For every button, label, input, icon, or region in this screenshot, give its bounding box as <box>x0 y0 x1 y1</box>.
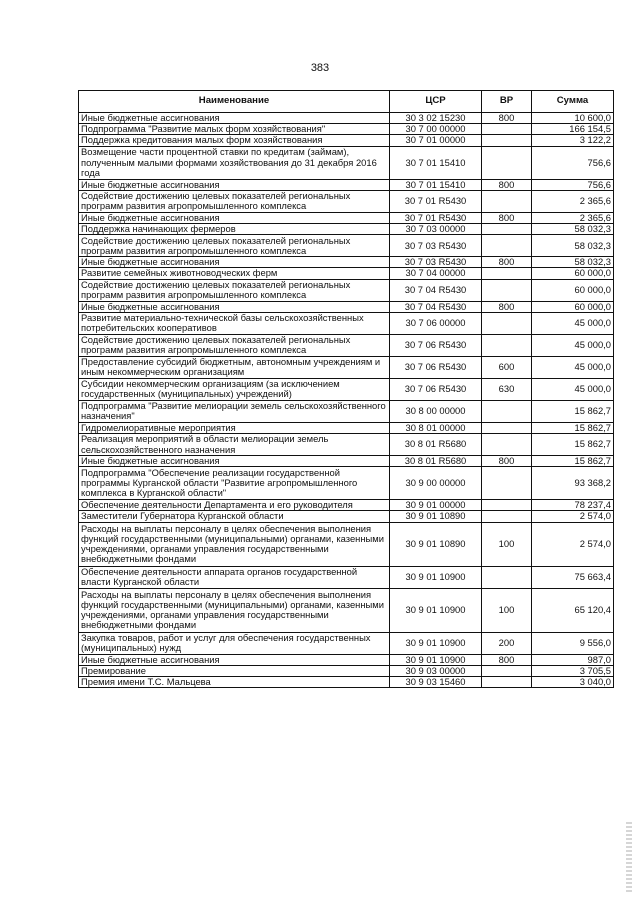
cell-name: Содействие достижению целевых показателей региональных программ развития агропромышленного комплекса <box>79 334 390 356</box>
cell-csr: 30 3 02 15230 <box>390 113 482 124</box>
table-row <box>79 235 614 257</box>
cell-csr: 30 9 01 10900 <box>390 566 482 588</box>
cell-csr: 30 7 06 R5430 <box>390 378 482 400</box>
cell-csr: 30 9 00 00000 <box>390 467 482 500</box>
cell-csr: 30 7 01 R5430 <box>390 212 482 223</box>
cell-name: Иные бюджетные ассигнования <box>79 212 390 223</box>
cell-vr <box>482 434 532 456</box>
cell-name: Развитие материально-технической базы сельскохозяйственных потребительских кооперативов <box>79 312 390 334</box>
cell-sum: 3 705,5 <box>532 665 614 676</box>
cell-sum: 15 862,7 <box>532 456 614 467</box>
table-row <box>79 224 614 235</box>
cell-name: Подпрограмма "Развитие мелиорации земель сельскохозяйственного назначения" <box>79 400 390 422</box>
cell-name: Иные бюджетные ассигнования <box>79 179 390 190</box>
cell-name: Развитие семейных животноводческих ферм <box>79 268 390 279</box>
cell-csr: 30 9 01 10900 <box>390 654 482 665</box>
column-header-name: Наименование <box>79 91 390 113</box>
cell-sum: 3 122,2 <box>532 135 614 146</box>
table-row <box>79 257 614 268</box>
column-header-vr: ВР <box>482 91 532 113</box>
cell-csr: 30 8 01 R5680 <box>390 456 482 467</box>
cell-name: Иные бюджетные ассигнования <box>79 113 390 124</box>
cell-sum: 75 663,4 <box>532 566 614 588</box>
cell-vr: 800 <box>482 654 532 665</box>
table-row <box>79 279 614 301</box>
cell-sum: 15 862,7 <box>532 434 614 456</box>
table-header-row <box>79 91 614 113</box>
table-row <box>79 632 614 654</box>
cell-vr: 800 <box>482 179 532 190</box>
cell-sum: 15 862,7 <box>532 422 614 433</box>
cell-vr: 600 <box>482 356 532 378</box>
cell-sum: 58 032,3 <box>532 235 614 257</box>
cell-vr <box>482 400 532 422</box>
cell-csr: 30 7 01 15410 <box>390 179 482 190</box>
table-row <box>79 665 614 676</box>
table-row <box>79 212 614 223</box>
table-row <box>79 511 614 522</box>
cell-csr: 30 9 01 00000 <box>390 500 482 511</box>
column-header-sum: Сумма <box>532 91 614 113</box>
cell-sum: 58 032,3 <box>532 257 614 268</box>
cell-vr: 800 <box>482 257 532 268</box>
cell-csr: 30 7 01 15410 <box>390 146 482 179</box>
table-row <box>79 467 614 500</box>
cell-sum: 2 365,6 <box>532 212 614 223</box>
cell-sum: 45 000,0 <box>532 356 614 378</box>
table-row <box>79 677 614 688</box>
cell-name: Возмещение части процентной ставки по кредитам (займам), полученным малыми формами хозяйствования до 31 декабря 2016 года <box>79 146 390 179</box>
table-row <box>79 268 614 279</box>
cell-name: Реализация мероприятий в области мелиорации земель сельскохозяйственного назначения <box>79 434 390 456</box>
cell-sum: 2 574,0 <box>532 522 614 566</box>
cell-name: Иные бюджетные ассигнования <box>79 301 390 312</box>
table-row <box>79 334 614 356</box>
cell-name: Премия имени Т.С. Мальцева <box>79 677 390 688</box>
cell-sum: 65 120,4 <box>532 588 614 632</box>
cell-vr <box>482 279 532 301</box>
cell-csr: 30 7 03 00000 <box>390 224 482 235</box>
table-row <box>79 146 614 179</box>
cell-sum: 93 368,2 <box>532 467 614 500</box>
cell-csr: 30 9 03 00000 <box>390 665 482 676</box>
column-header-csr: ЦСР <box>390 91 482 113</box>
budget-table <box>78 90 614 688</box>
cell-vr <box>482 312 532 334</box>
cell-sum: 756,6 <box>532 179 614 190</box>
cell-csr: 30 7 03 R5430 <box>390 257 482 268</box>
margin-scan-mark <box>626 822 632 892</box>
table-body <box>79 113 614 688</box>
cell-name: Содействие достижению целевых показателей региональных программ развития агропромышленного комплекса <box>79 235 390 257</box>
cell-vr: 200 <box>482 632 532 654</box>
cell-vr <box>482 135 532 146</box>
cell-csr: 30 9 03 15460 <box>390 677 482 688</box>
table-row <box>79 588 614 632</box>
cell-name: Заместители Губернатора Курганской области <box>79 511 390 522</box>
table-row <box>79 124 614 135</box>
cell-name: Расходы на выплаты персоналу в целях обеспечения выполнения функций государственными (муниципальными) органами, казенными учреждениями, органами управления государственными внебюджетными фондами <box>79 522 390 566</box>
table-row <box>79 113 614 124</box>
cell-csr: 30 8 01 R5680 <box>390 434 482 456</box>
cell-vr: 100 <box>482 588 532 632</box>
cell-name: Расходы на выплаты персоналу в целях обеспечения выполнения функций государственными (муниципальными) органами, казенными учреждениями, органами управления государственными внебюджетными фондами <box>79 588 390 632</box>
table-row <box>79 312 614 334</box>
cell-vr: 800 <box>482 301 532 312</box>
table-row <box>79 301 614 312</box>
cell-vr <box>482 190 532 212</box>
table-row <box>79 135 614 146</box>
cell-vr <box>482 677 532 688</box>
cell-name: Подпрограмма "Развитие малых форм хозяйствования" <box>79 124 390 135</box>
cell-sum: 45 000,0 <box>532 378 614 400</box>
cell-sum: 2 574,0 <box>532 511 614 522</box>
cell-csr: 30 7 04 00000 <box>390 268 482 279</box>
cell-sum: 166 154,5 <box>532 124 614 135</box>
cell-vr: 100 <box>482 522 532 566</box>
table-row <box>79 522 614 566</box>
page-number: 383 <box>310 62 330 74</box>
cell-csr: 30 9 01 10900 <box>390 588 482 632</box>
cell-name: Иные бюджетные ассигнования <box>79 654 390 665</box>
cell-name: Поддержка кредитования малых форм хозяйствования <box>79 135 390 146</box>
cell-sum: 60 000,0 <box>532 279 614 301</box>
cell-vr <box>482 146 532 179</box>
table-row <box>79 456 614 467</box>
cell-csr: 30 8 01 00000 <box>390 422 482 433</box>
cell-name: Содействие достижению целевых показателей региональных программ развития агропромышленного комплекса <box>79 279 390 301</box>
cell-name: Подпрограмма "Обеспечение реализации государственной программы Курганской области "Развитие агропромышленного комплекса в Курганской области" <box>79 467 390 500</box>
cell-csr: 30 9 01 10900 <box>390 632 482 654</box>
cell-sum: 2 365,6 <box>532 190 614 212</box>
table-row <box>79 654 614 665</box>
table-row <box>79 400 614 422</box>
cell-sum: 60 000,0 <box>532 301 614 312</box>
cell-name: Обеспечение деятельности Департамента и его руководителя <box>79 500 390 511</box>
cell-csr: 30 7 03 R5430 <box>390 235 482 257</box>
cell-name: Иные бюджетные ассигнования <box>79 257 390 268</box>
cell-sum: 78 237,4 <box>532 500 614 511</box>
cell-csr: 30 9 01 10890 <box>390 522 482 566</box>
cell-vr <box>482 124 532 135</box>
table-row <box>79 378 614 400</box>
cell-sum: 45 000,0 <box>532 334 614 356</box>
cell-vr: 800 <box>482 212 532 223</box>
cell-sum: 10 600,0 <box>532 113 614 124</box>
cell-csr: 30 7 01 R5430 <box>390 190 482 212</box>
cell-vr: 630 <box>482 378 532 400</box>
table-row <box>79 422 614 433</box>
cell-vr <box>482 422 532 433</box>
cell-sum: 15 862,7 <box>532 400 614 422</box>
cell-csr: 30 7 04 R5430 <box>390 301 482 312</box>
cell-name: Поддержка начинающих фермеров <box>79 224 390 235</box>
cell-sum: 987,0 <box>532 654 614 665</box>
table-row <box>79 190 614 212</box>
cell-vr: 800 <box>482 113 532 124</box>
cell-vr: 800 <box>482 456 532 467</box>
cell-vr <box>482 566 532 588</box>
cell-name: Иные бюджетные ассигнования <box>79 456 390 467</box>
cell-csr: 30 7 06 00000 <box>390 312 482 334</box>
cell-vr <box>482 334 532 356</box>
cell-vr <box>482 511 532 522</box>
table-row <box>79 500 614 511</box>
cell-csr: 30 7 00 00000 <box>390 124 482 135</box>
cell-sum: 9 556,0 <box>532 632 614 654</box>
cell-sum: 58 032,3 <box>532 224 614 235</box>
table-row <box>79 434 614 456</box>
cell-vr <box>482 500 532 511</box>
table-row <box>79 566 614 588</box>
cell-csr: 30 7 06 R5430 <box>390 356 482 378</box>
cell-vr <box>482 665 532 676</box>
cell-sum: 756,6 <box>532 146 614 179</box>
cell-csr: 30 7 01 00000 <box>390 135 482 146</box>
cell-name: Обеспечение деятельности аппарата органов государственной власти Курганской области <box>79 566 390 588</box>
cell-csr: 30 8 00 00000 <box>390 400 482 422</box>
cell-name: Субсидии некоммерческим организациям (за исключением государственных (муниципальных) учреждений) <box>79 378 390 400</box>
cell-csr: 30 7 06 R5430 <box>390 334 482 356</box>
cell-vr <box>482 467 532 500</box>
cell-name: Содействие достижению целевых показателей региональных программ развития агропромышленного комплекса <box>79 190 390 212</box>
cell-vr <box>482 224 532 235</box>
cell-csr: 30 7 04 R5430 <box>390 279 482 301</box>
cell-vr <box>482 268 532 279</box>
cell-sum: 60 000,0 <box>532 268 614 279</box>
cell-name: Предоставление субсидий бюджетным, автономным учреждениям и иным некоммерческим организациям <box>79 356 390 378</box>
cell-csr: 30 9 01 10890 <box>390 511 482 522</box>
cell-name: Премирование <box>79 665 390 676</box>
table-row <box>79 179 614 190</box>
cell-sum: 3 040,0 <box>532 677 614 688</box>
cell-vr <box>482 235 532 257</box>
cell-sum: 45 000,0 <box>532 312 614 334</box>
cell-name: Закупка товаров, работ и услуг для обеспечения государственных (муниципальных) нужд <box>79 632 390 654</box>
table-row <box>79 356 614 378</box>
cell-name: Гидромелиоративные мероприятия <box>79 422 390 433</box>
